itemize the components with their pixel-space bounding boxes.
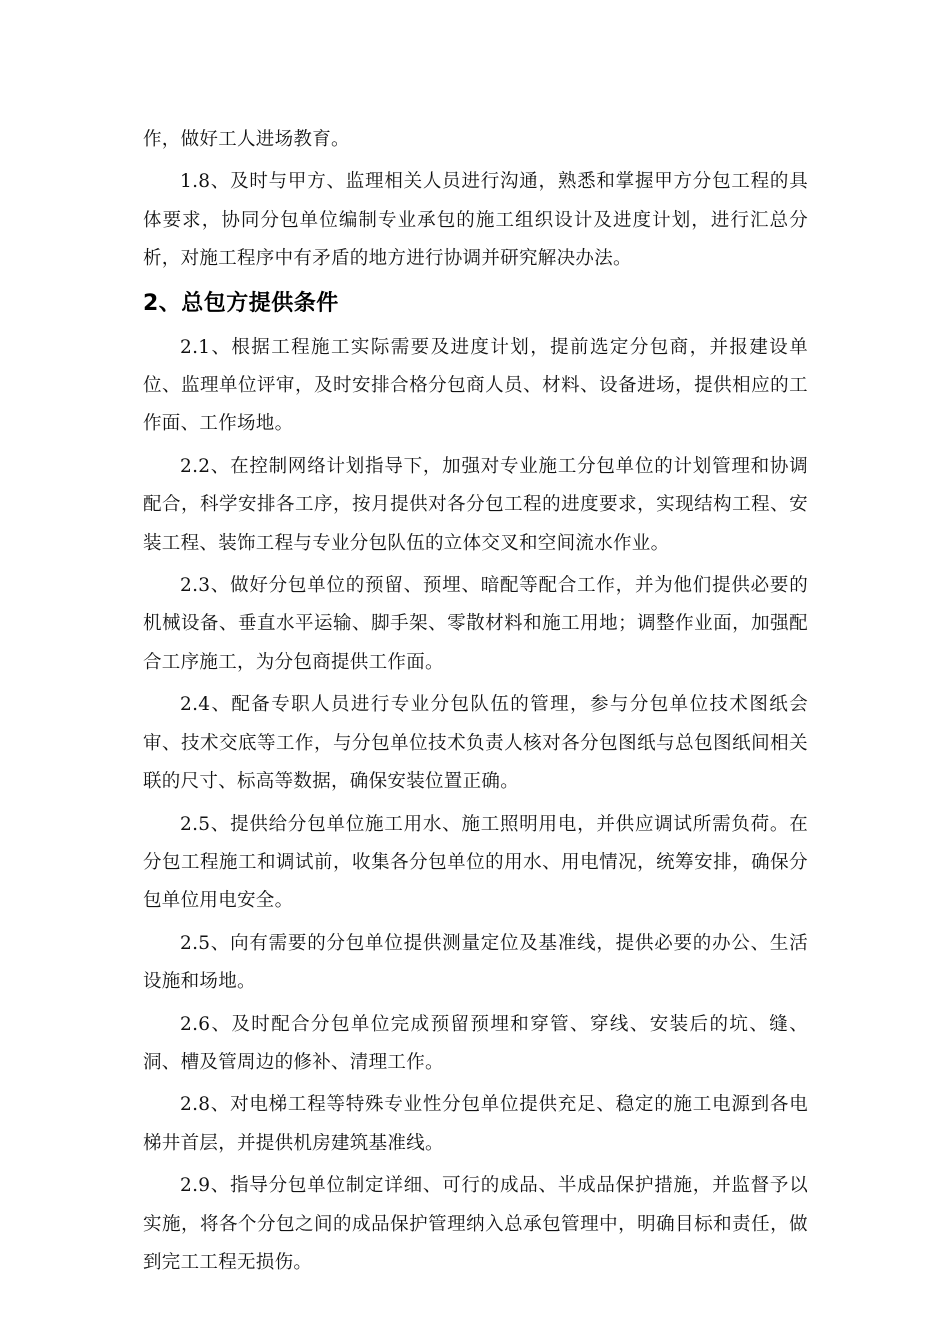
paragraph-item-2-5b: 2.5、向有需要的分包单位提供测量定位及基准线，提供必要的办公、生活设施和场地。: [143, 932, 808, 993]
paragraph-item-2-8: 2.8、对电梯工程等特殊专业性分包单位提供充足、稳定的施工电源到各电梯井首层，并提供机房建筑基准线。: [143, 1094, 808, 1154]
document-body: [143, 121, 808, 1282]
paragraph-item-2-9: 2.9、指导分包单位制定详细、可行的成品、半成品保护措施，并监督予以实施，将各个分包之间的成品保护管理纳入总承包管理中，明确目标和责任，做到完工工程无损伤。: [143, 1175, 808, 1273]
paragraph-item-2-1: 2.1、根据工程施工实际需要及进度计划，提前选定分包商，并报建设单位、监理单位评审，及时安排合格分包商人员、材料、设备进场，提供相应的工作面、工作场地。: [143, 336, 808, 435]
paragraph-item-1-8: 1.8、及时与甲方、监理相关人员进行沟通，熟悉和掌握甲方分包工程的具体要求，协同分包单位编制专业承包的施工组织设计及进度计划，进行汇总分析，对施工程序中有矛盾的地方进行协调并研究解决办法。: [143, 171, 808, 270]
paragraph-item-2-5a: 2.5、提供给分包单位施工用水、施工照明用电，并供应调试所需负荷。在分包工程施工和调试前，收集各分包单位的用水、用电情况，统筹安排，确保分包单位用电安全。: [143, 813, 808, 912]
paragraph-continuation: 作，做好工人进场教育。: [143, 129, 350, 150]
section-heading: 2、总包方提供条件: [143, 290, 339, 316]
paragraph-item-2-3: 2.3、做好分包单位的预留、预埋、暗配等配合工作，并为他们提供必要的机械设备、垂直水平运输、脚手架、零散材料和施工用地；调整作业面，加强配合工序施工，为分包商提供工作面。: [143, 575, 808, 673]
paragraph-item-2-2: 2.2、在控制网络计划指导下，加强对专业施工分包单位的计划管理和协调配合，科学安排各工序，按月提供对各分包工程的进度要求，实现结构工程、安装工程、装饰工程与专业分包队伍的立体交叉和空间流水作业。: [143, 455, 808, 554]
paragraph-item-2-6: 2.6、及时配合分包单位完成预留预埋和穿管、穿线、安装后的坑、缝、洞、槽及管周边的修补、清理工作。: [143, 1013, 808, 1073]
paragraph-item-2-4: 2.4、配备专职人员进行专业分包队伍的管理，参与分包单位技术图纸会审、技术交底等工作，与分包单位技术负责人核对各分包图纸与总包图纸间相关联的尺寸、标高等数据，确保安装位置正确。: [143, 694, 808, 793]
